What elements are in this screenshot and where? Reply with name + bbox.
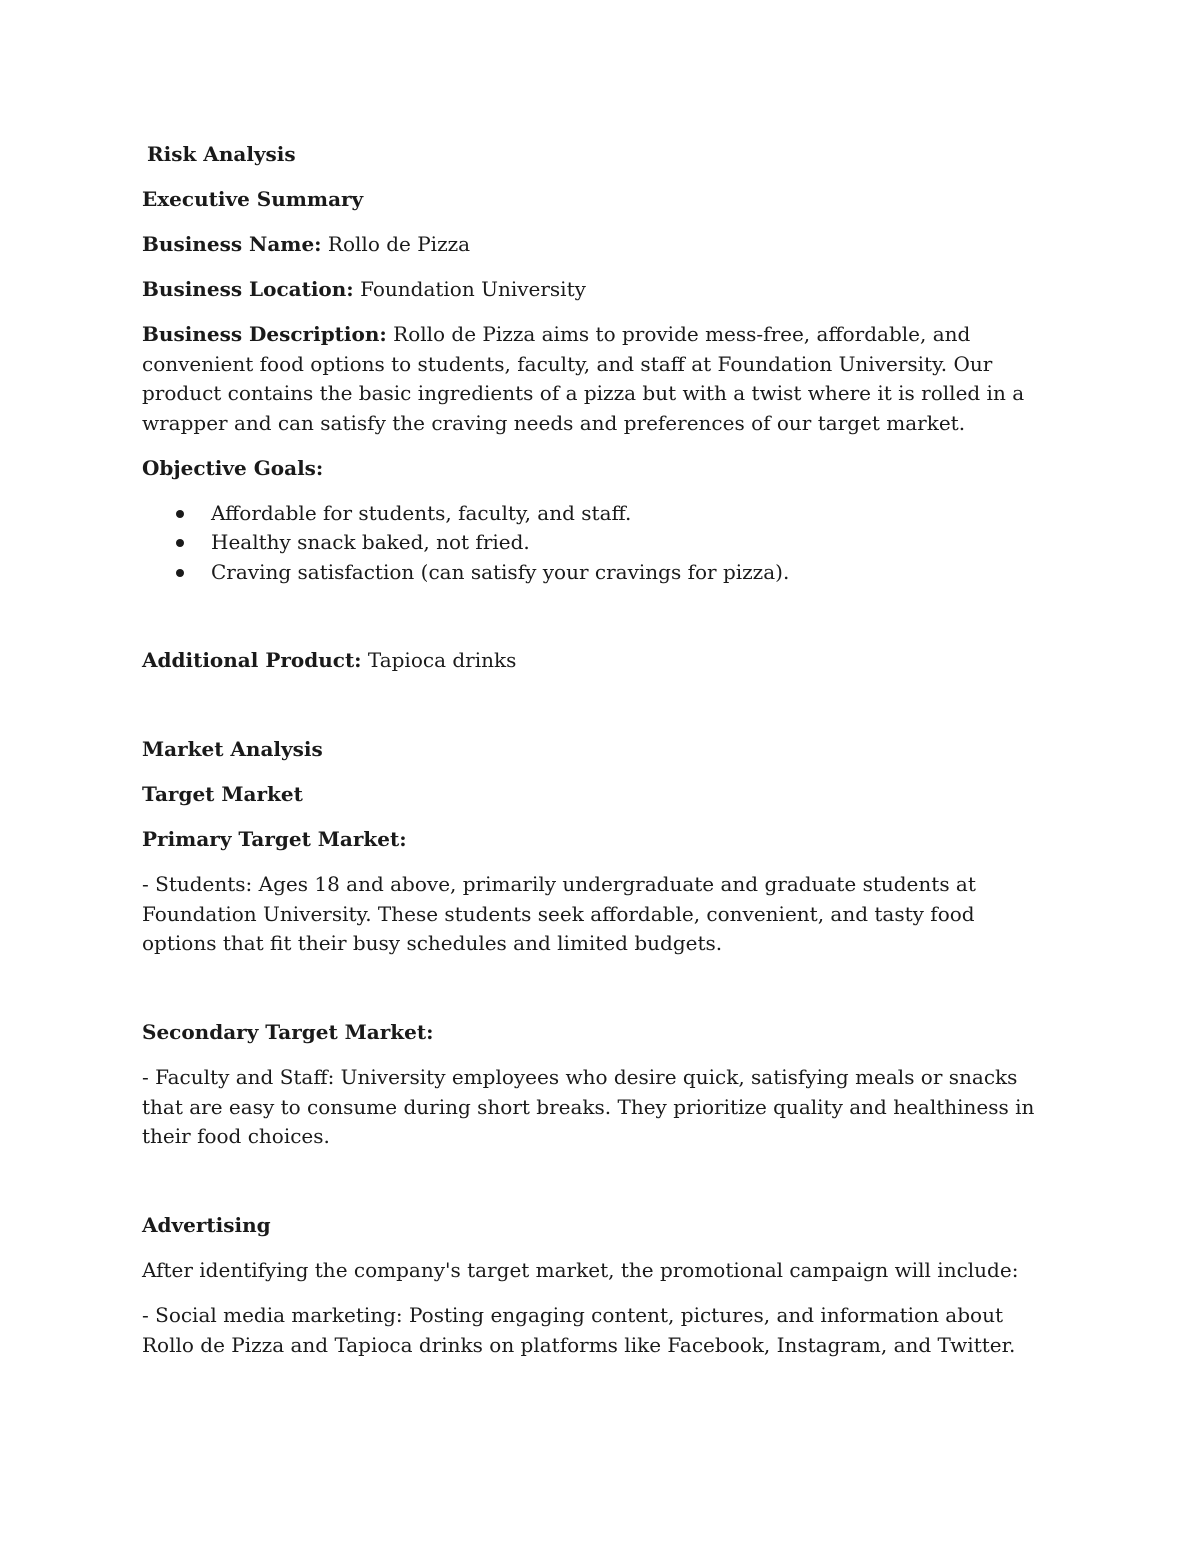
business-location-label: Business Location: bbox=[142, 277, 354, 301]
primary-target-heading: Primary Target Market: bbox=[142, 827, 407, 851]
spacer bbox=[142, 974, 1052, 1018]
goal-text: Craving satisfaction (can satisfy your cravings for pizza). bbox=[211, 559, 790, 584]
objective-goals-heading: Objective Goals: bbox=[142, 455, 324, 480]
market-analysis-heading: Market Analysis bbox=[142, 737, 323, 761]
risk-analysis-title: Risk Analysis bbox=[147, 142, 296, 166]
bullet-icon bbox=[176, 569, 184, 577]
bullet-icon bbox=[176, 510, 184, 518]
primary-target-paragraph: - Students: Ages 18 and above, primarily undergraduate and graduate students at Foundation University. These students seek affordable, convenient, and tasty food options that fit their busy schedules and limited budgets. bbox=[142, 872, 976, 955]
spacer bbox=[142, 1167, 1052, 1211]
secondary-target-paragraph: - Faculty and Staff: University employees who desire quick, satisfying meals or snacks that are easy to consume during short breaks. They prioritize quality and healthiness in their food choices. bbox=[142, 1065, 1035, 1148]
spacer bbox=[142, 587, 1052, 646]
list-item bbox=[142, 499, 1052, 529]
bullet-icon bbox=[176, 539, 184, 547]
business-description-paragraph bbox=[142, 320, 1052, 438]
additional-product-value: Tapioca drinks bbox=[367, 648, 517, 672]
goal-text: Affordable for students, faculty, and staff. bbox=[211, 500, 632, 525]
executive-summary-heading: Executive Summary bbox=[142, 187, 364, 211]
secondary-target-heading: Secondary Target Market: bbox=[142, 1020, 434, 1044]
advertising-item: - Social media marketing: Posting engaging content, pictures, and information about Rollo de Pizza and Tapioca drinks on platforms like Facebook, Instagram, and Twitter. bbox=[142, 1303, 1016, 1357]
business-name-label: Business Name: bbox=[142, 232, 322, 256]
additional-product-line bbox=[142, 646, 1052, 676]
goal-text: Healthy snack baked, not fried. bbox=[211, 530, 530, 554]
business-name-line bbox=[142, 230, 1052, 260]
business-name-value: Rollo de Pizza bbox=[327, 232, 471, 256]
additional-product-label: Additional Product: bbox=[142, 648, 362, 672]
business-location-value: Foundation University bbox=[360, 277, 586, 301]
advertising-intro: After identifying the company's target market, the promotional campaign will include: bbox=[142, 1258, 1019, 1282]
objective-goals-list bbox=[142, 499, 1052, 588]
target-market-heading: Target Market bbox=[142, 782, 303, 806]
list-item bbox=[142, 528, 1052, 558]
list-item bbox=[142, 558, 1052, 588]
advertising-heading: Advertising bbox=[142, 1213, 271, 1237]
business-description-value: Rollo de Pizza aims to provide mess-free, affordable, and convenient food options to students, faculty, and staff at Foundation University. Our product contains the basic ingredients of a pizza but with a twist where it is rolled in a wrapper and can satisfy the craving needs and preferences of our target market. bbox=[142, 322, 1025, 435]
document-body bbox=[142, 140, 1052, 1376]
spacer bbox=[142, 691, 1052, 735]
business-description-label: Business Description: bbox=[142, 322, 387, 346]
business-location-line bbox=[142, 275, 1052, 305]
